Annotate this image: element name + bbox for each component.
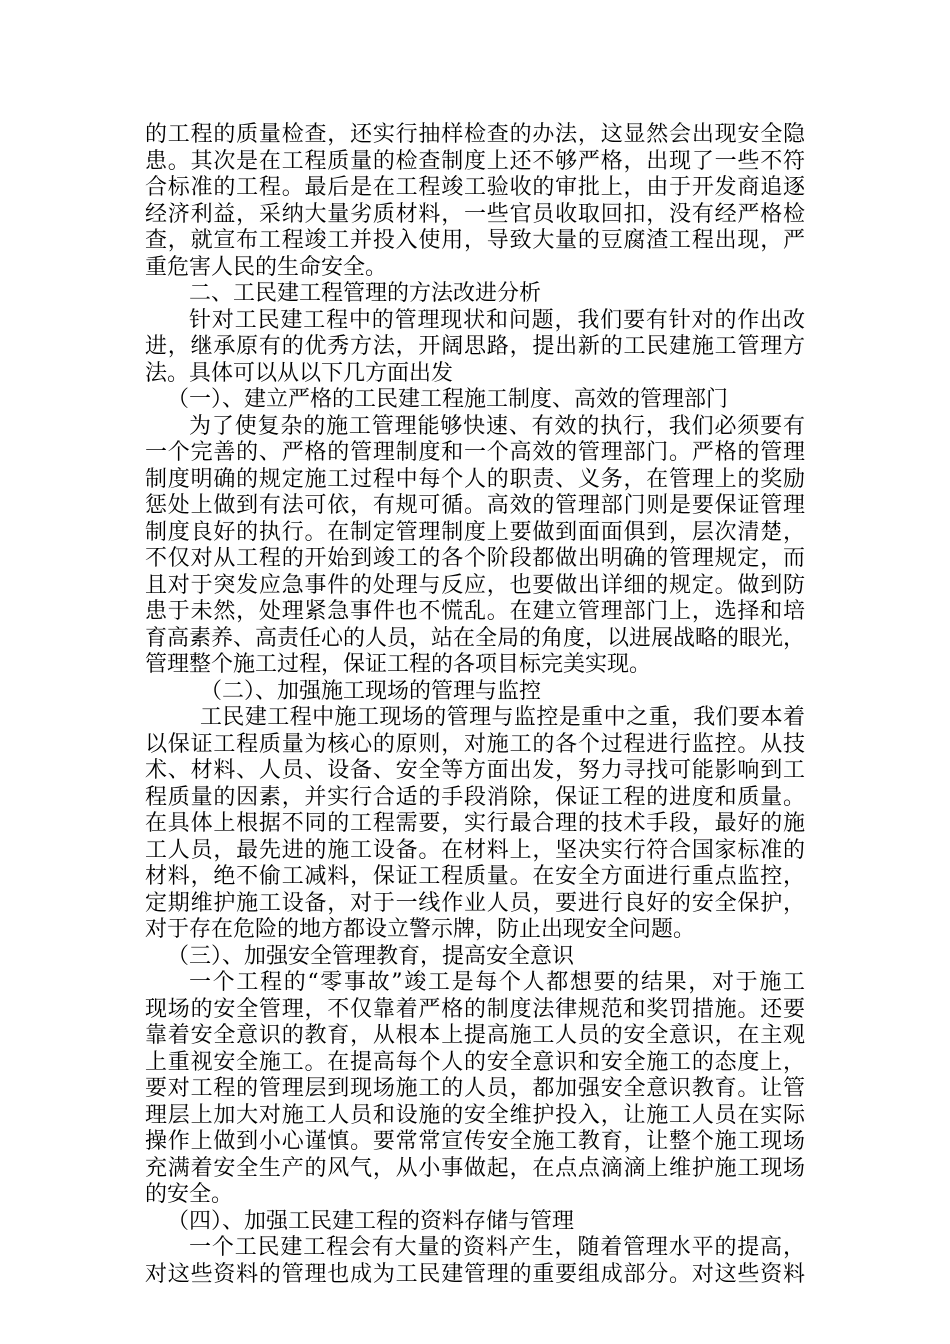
- text-line: 制度良好的执行。在制定管理制度上要做到面面俱到，层次清楚，: [145, 519, 805, 545]
- text-line: 制度明确的规定施工过程中每个人的职责、义务，在管理上的奖励: [145, 466, 805, 492]
- text-line: 上重视安全施工。在提高每个人的安全意识和安全施工的态度上，: [145, 1049, 805, 1075]
- text-line: 材料，绝不偷工减料，保证工程质量。在安全方面进行重点监控，: [145, 864, 805, 889]
- text-line: 惩处上做到有法可依，有规可循。高效的管理部门则是要保证管理: [145, 493, 805, 518]
- text-line: 理层上加大对施工人员和设施的安全维护投入，让施工人员在实际: [145, 1102, 805, 1128]
- text-line: 对于存在危险的地方都设立警示牌，防止出现安全问题。: [145, 917, 696, 942]
- text-line: 患。其次是在工程质量的检查制度上还不够严格，出现了一些不符: [145, 148, 805, 174]
- text-line: 要对工程的管理层到现场施工的人员，都加强安全意识教育。让管: [145, 1076, 805, 1101]
- text-line: 术、材料、人员、设备、安全等方面出发，努力寻找可能影响到工: [145, 758, 805, 783]
- text-line: （四）、加强工民建工程的资料存储与管理: [167, 1208, 575, 1234]
- text-line: 法。具体可以从以下几方面出发: [145, 360, 454, 386]
- text-line: 不仅对从工程的开始到竣工的各个阶段都做出明确的管理规定，而: [145, 546, 805, 571]
- text-line: 一个工民建工程会有大量的资料产生，随着管理水平的提高，: [189, 1235, 805, 1260]
- text-line: 靠着安全意识的教育，从根本上提高施工人员的安全意识，在主观: [145, 1023, 805, 1048]
- text-line: 合标准的工程。最后是在工程竣工验收的审批上，由于开发商追逐: [145, 175, 805, 200]
- text-line: 针对工民建工程中的管理现状和问题，我们要有针对的作出改: [189, 307, 805, 333]
- text-line: 工人员，最先进的施工设备。在材料上，坚决实行符合国家标准的: [145, 837, 805, 863]
- text-line: 进，继承原有的优秀方法，开阔思路，提出新的工民建施工管理方: [145, 334, 805, 359]
- text-line: 患于未然，处理紧急事件也不慌乱。在建立管理部门上，选择和培: [145, 599, 805, 624]
- text-line: （三）、加强安全管理教育，提高安全意识: [167, 943, 575, 969]
- text-line: 的工程的质量检查，还实行抽样检查的办法，这显然会出现安全隐: [145, 122, 805, 147]
- text-line: 以保证工程质量为核心的原则，对施工的各个过程进行监控。从技: [145, 731, 805, 757]
- text-line: 操作上做到小心谨慎。要常常宣传安全施工教育，让整个施工现场: [145, 1129, 805, 1154]
- text-line: 且对于突发应急事件的处理与反应，也要做出详细的规定。做到防: [145, 572, 805, 598]
- text-line: 经济利益，采纳大量劣质材料，一些官员收取回扣，没有经严格检: [145, 201, 805, 227]
- text-line: 查，就宣布工程竣工并投入使用，导致大量的豆腐渣工程出现，严: [145, 228, 805, 253]
- document-page: [145, 122, 805, 1288]
- text-line: 为了使复杂的施工管理能够快速、有效的执行，我们必须要有: [189, 413, 805, 439]
- text-line: 一个完善的、严格的管理制度和一个高效的管理部门。严格的管理: [145, 440, 805, 465]
- text-line: 管理整个施工过程，保证工程的各项目标完美实现。: [145, 652, 652, 677]
- text-line: 二、工民建工程管理的方法改进分析: [189, 281, 542, 306]
- text-line: 育高素养、高责任心的人员，站在全局的角度，以进展战略的眼光，: [145, 625, 805, 651]
- text-line: 程质量的因素，并实行合适的手段消除，保证工程的进度和质量。: [145, 784, 805, 810]
- text-line: 一个工程的“零事故”竣工是每个人都想要的结果，对于施工: [189, 970, 805, 995]
- text-line: 对这些资料的管理也成为工民建管理的重要组成部分。对这些资料: [145, 1261, 805, 1287]
- text-line: 在具体上根据不同的工程需要，实行最合理的技术手段，最好的施: [145, 811, 805, 836]
- text-line: 重危害人民的生命安全。: [145, 254, 388, 280]
- text-line: 现场的安全管理，不仅靠着严格的制度法律规范和奖罚措施。还要: [145, 996, 805, 1022]
- text-line: 充满着安全生产的风气，从小事做起，在点点滴滴上维护施工现场: [145, 1155, 805, 1181]
- text-line: 工民建工程中施工现场的管理与监控是重中之重，我们要本着: [200, 705, 805, 730]
- text-line: （二）、加强施工现场的管理与监控: [200, 678, 542, 704]
- text-line: 定期维护施工设备，对于一线作业人员，要进行良好的安全保护，: [145, 890, 805, 916]
- text-line: （一）、建立严格的工民建工程施工制度、高效的管理部门: [167, 387, 729, 412]
- text-line: 的安全。: [145, 1182, 234, 1207]
